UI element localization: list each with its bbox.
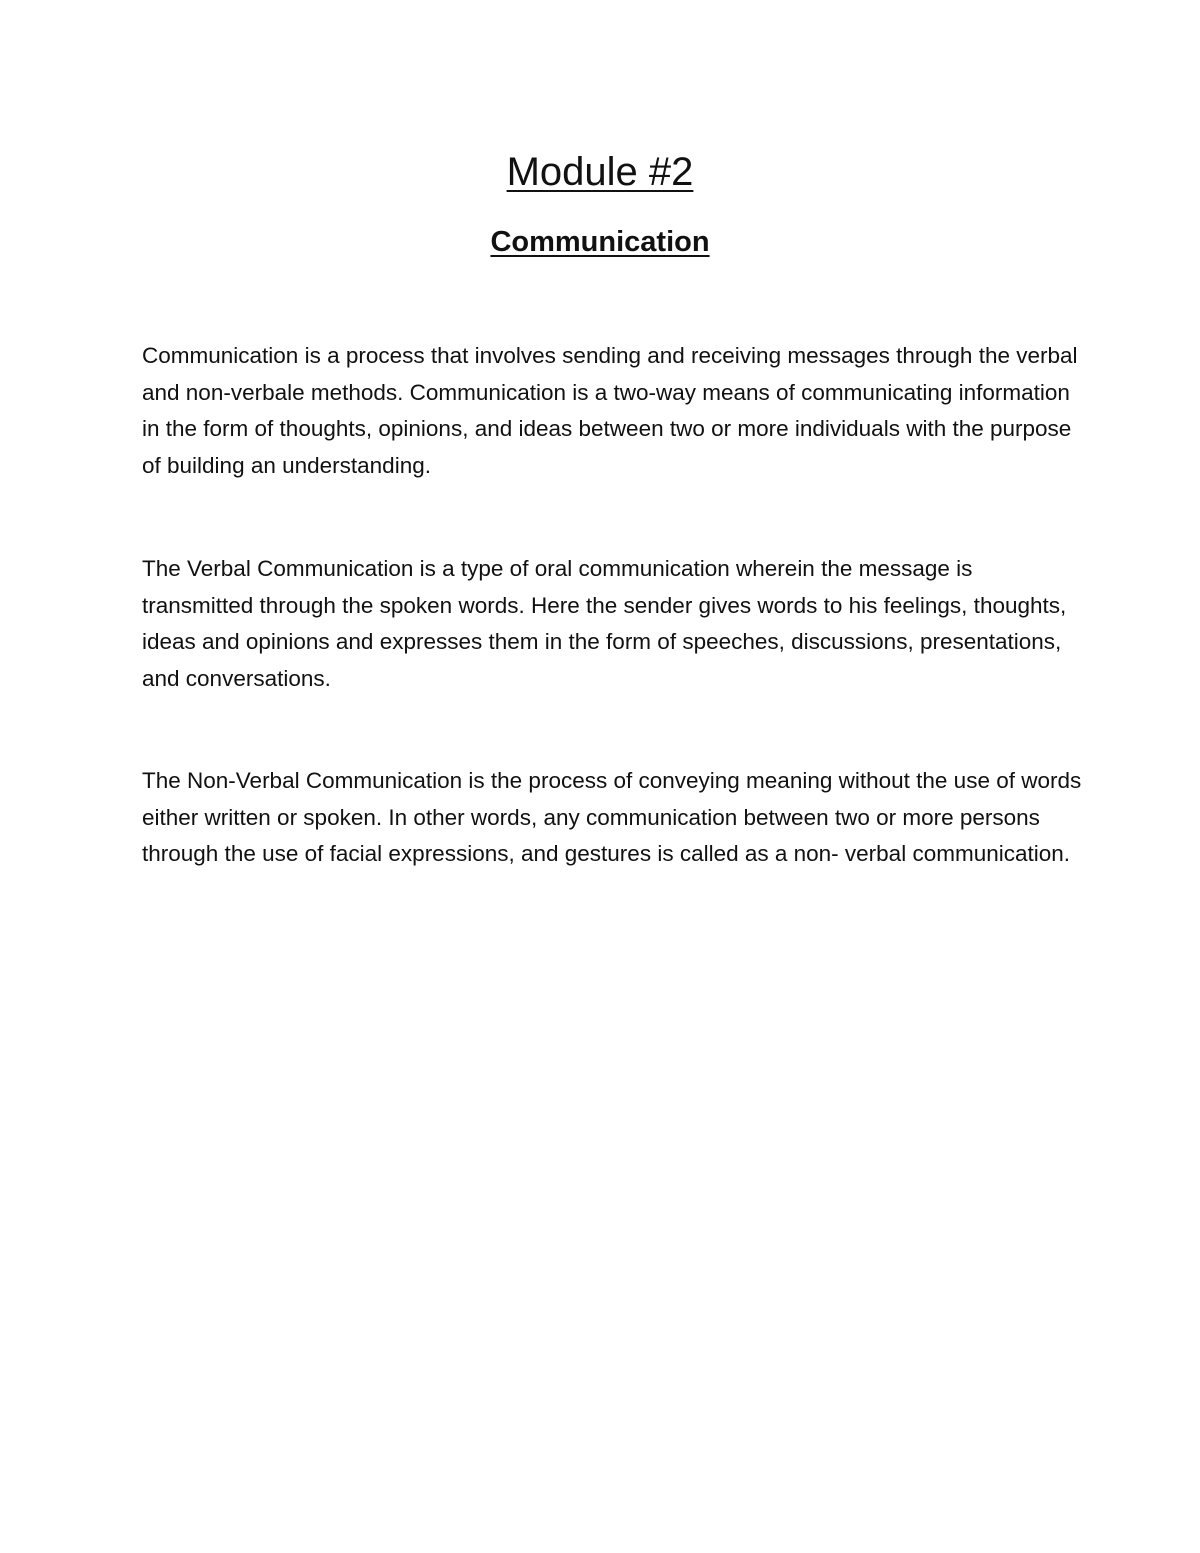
page-subtitle: Communication	[490, 226, 710, 258]
paragraph-verbal-communication: The Verbal Communication is a type of oral communication wherein the message is transmitted through the spoken words. Here the sender gives words to his feelings, thoughts, ideas and opinions and expresses them in the form of speeches, discussions, presentations, and conversations.	[142, 556, 1067, 691]
paragraph-communication-definition: Communication is a process that involves sending and receiving messages through the verbal and non-verbale methods. Communication is a two-way means of communicating information in the form of thoughts, opinions, and ideas between two or more individuals with the purpose of building an understanding.	[142, 343, 1078, 478]
paragraph-non-verbal-communication: The Non-Verbal Communication is the process of conveying meaning without the use of words either written or spoken. In other words, any communication between two or more persons through the use of facial expressions, and gestures is called as a non- verbal communication.	[142, 768, 1082, 866]
page-title: Module #2	[506, 150, 694, 194]
